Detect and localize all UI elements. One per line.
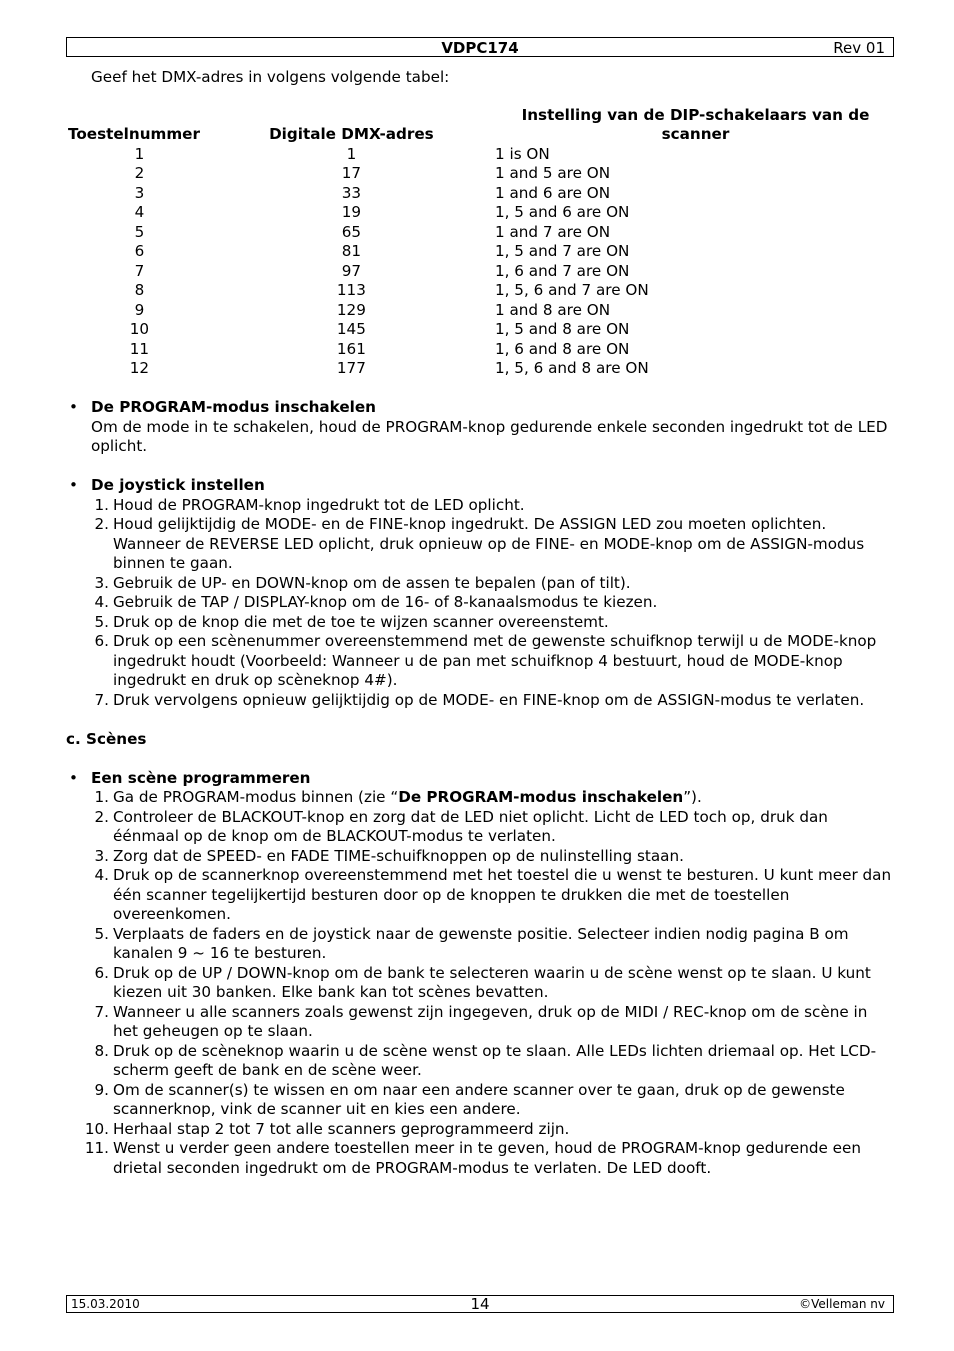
list-item <box>66 691 896 711</box>
program-mode-text: Om de mode in te schakelen, houd de PROGRAM-knop gedurende enkele seconden ingedrukt tot de LED oplicht. <box>91 417 888 455</box>
table-row <box>66 262 896 282</box>
step-text: Verplaats de faders en de joystick naar de gewenste positie. Selecteer indien nodig pagina B om kanalen 9 ~ 16 te besturen. <box>113 924 849 962</box>
step-text: Wanneer u alle scanners zoals gewenst zijn ingegeven, druk op de MIDI / REC-knop om de scène in het geheugen op te slaan. <box>113 1002 868 1040</box>
cell-dip-setting: 1 and 8 are ON <box>494 300 611 319</box>
step-number: 5. <box>94 924 109 943</box>
step-number: 4. <box>94 866 109 884</box>
column-header-dmx: Digitale DMX-adres <box>269 125 434 143</box>
list-item <box>66 925 896 964</box>
cell-device-number: 10 <box>129 320 150 338</box>
joystick-title: De joystick instellen <box>91 476 265 494</box>
step-number: 6. <box>94 632 109 650</box>
cell-device-number: 8 <box>134 281 145 299</box>
column-header-device: Toestelnummer <box>68 125 200 143</box>
cell-dip-setting: 1, 5 and 8 are ON <box>494 320 630 338</box>
list-item <box>66 788 896 808</box>
program-mode-title: De PROGRAM-modus inschakelen <box>91 398 376 416</box>
cell-dmx-address: 97 <box>341 261 362 280</box>
list-item <box>66 1120 896 1140</box>
step-text: Druk op de knop die met de toe te wijzen scanner overeenstemt. <box>113 612 609 631</box>
cell-dmx-address: 17 <box>341 164 362 182</box>
cell-device-number: 9 <box>134 300 145 319</box>
step-text: Druk op de scèneknop waarin u de scène wenst op te slaan. Alle LEDs lichten driemaal op. Het LCD-scherm geeft de bank en de scène weer. <box>113 1041 877 1079</box>
table-row <box>66 281 896 301</box>
table-row <box>66 203 896 223</box>
cell-dip-setting: 1, 6 and 7 are ON <box>494 261 630 280</box>
cell-dip-setting: 1, 5 and 6 are ON <box>494 203 630 221</box>
step-text-before: Ga de PROGRAM-modus binnen (zie “ <box>113 788 399 806</box>
cell-dip-setting: 1 and 5 are ON <box>494 164 611 182</box>
step-text-after: ”). <box>683 788 702 806</box>
cell-device-number: 11 <box>129 339 150 358</box>
step-number: 3. <box>94 846 109 865</box>
scene-steps-list <box>66 788 896 1178</box>
step-number: 9. <box>94 1080 109 1099</box>
page-content <box>66 68 896 1178</box>
cell-device-number: 7 <box>134 261 145 280</box>
cell-dip-setting: 1, 5, 6 and 7 are ON <box>494 281 649 299</box>
bullet-icon: • <box>69 768 78 787</box>
cell-dip-setting: 1 is ON <box>494 144 550 163</box>
list-item <box>66 574 896 594</box>
cell-dmx-address: 19 <box>341 203 362 221</box>
cell-dmx-address: 161 <box>336 339 366 358</box>
cell-device-number: 1 <box>134 144 145 163</box>
page-number: 14 <box>470 1295 490 1313</box>
footer-copyright: ©Velleman nv <box>799 1297 885 1311</box>
revision-label: Rev 01 <box>833 39 885 57</box>
step-text: Houd de PROGRAM-knop ingedrukt tot de LED oplicht. <box>113 495 525 514</box>
list-item <box>66 496 896 516</box>
list-item <box>66 866 896 925</box>
list-item <box>66 964 896 1003</box>
step-number: 5. <box>94 612 109 631</box>
cell-dmx-address: 113 <box>336 281 366 299</box>
step-text: Wenst u verder geen andere toestellen meer in te geven, houd de PROGRAM-knop gedurende een drietal seconden ingedrukt om de PROGRAM-modus te verlaten. De LED dooft. <box>113 1139 861 1177</box>
table-row <box>66 340 896 360</box>
bullet-icon: • <box>69 476 78 494</box>
step-number: 7. <box>94 690 109 709</box>
step-number: 2. <box>94 807 109 826</box>
cell-dip-setting: 1, 5 and 7 are ON <box>494 242 630 260</box>
bullet-icon: • <box>69 398 78 416</box>
footer-date: 15.03.2010 <box>71 1297 140 1311</box>
table-row <box>66 184 896 204</box>
dmx-address-table <box>66 106 896 379</box>
step-number: 1. <box>94 788 109 806</box>
intro-text: Geef het DMX-adres in volgens volgende tabel: <box>91 68 450 86</box>
table-row <box>66 223 896 243</box>
program-mode-block <box>66 398 896 457</box>
page-header <box>66 37 894 57</box>
list-item <box>66 1042 896 1081</box>
model-number: VDPC174 <box>441 39 519 57</box>
list-item <box>66 1139 896 1178</box>
cell-device-number: 3 <box>134 183 145 202</box>
joystick-block <box>66 476 896 496</box>
cell-dmx-address: 33 <box>341 183 362 202</box>
scene-program-block <box>66 769 896 789</box>
section-heading-scenes: c. Scènes <box>66 729 147 748</box>
table-row <box>66 164 896 184</box>
step-number: 7. <box>94 1002 109 1021</box>
joystick-steps-list <box>66 496 896 711</box>
cell-dip-setting: 1, 6 and 8 are ON <box>494 339 630 358</box>
list-item <box>66 632 896 691</box>
step-text: Controleer de BLACKOUT-knop en zorg dat de LED niet oplicht. Licht de LED toch op, druk dan éénmaal op de knop om de BLACKOUT-modus te verlaten. <box>113 807 828 845</box>
list-item <box>66 808 896 847</box>
table-row <box>66 320 896 340</box>
table-row <box>66 301 896 321</box>
step-number: 6. <box>94 963 109 982</box>
step-number: 1. <box>94 495 109 514</box>
list-item <box>66 515 896 574</box>
cell-device-number: 12 <box>129 359 150 377</box>
step-text: Houd gelijktijdig de MODE- en de FINE-knop ingedrukt. De ASSIGN LED zou moeten oplichten. Wanneer de REVERSE LED oplicht, druk opnieuw op de FINE- en MODE-knop om de ASSIGN-modus binnen te gaan. <box>113 515 865 572</box>
cell-dip-setting: 1 and 6 are ON <box>494 183 611 202</box>
table-row <box>66 145 896 165</box>
list-item <box>66 593 896 613</box>
table-header-row <box>66 106 896 145</box>
step-text: Druk op de scannerknop overeenstemmend met het toestel die u wenst te besturen. U kunt meer dan één scanner tegelijkertijd besturen door op de knoppen te drukken die met de toestellen overeenkomen. <box>113 866 892 923</box>
step-text: Druk vervolgens opnieuw gelijktijdig op de MODE- en FINE-knop om de ASSIGN-modus te verlaten. <box>113 690 865 709</box>
step-text: Herhaal stap 2 tot 7 tot alle scanners geprogrammeerd zijn. <box>113 1119 570 1138</box>
cell-dmx-address: 1 <box>346 144 357 163</box>
cell-dmx-address: 81 <box>341 242 362 260</box>
list-item <box>66 613 896 633</box>
step-text: Zorg dat de SPEED- en FADE TIME-schuifknoppen op de nulinstelling staan. <box>113 846 684 865</box>
cell-dmx-address: 177 <box>336 359 366 377</box>
cell-dip-setting: 1, 5, 6 and 8 are ON <box>494 359 649 377</box>
step-number: 3. <box>94 573 109 592</box>
page-footer <box>66 1295 894 1313</box>
step-text-reference: De PROGRAM-modus inschakelen <box>398 788 684 806</box>
table-body <box>66 145 896 379</box>
cell-dmx-address: 145 <box>336 320 366 338</box>
list-item <box>66 1081 896 1120</box>
step-text: Gebruik de UP- en DOWN-knop om de assen te bepalen (pan of tilt). <box>113 573 631 592</box>
step-number: 8. <box>94 1041 109 1060</box>
list-item <box>66 1003 896 1042</box>
cell-dmx-address: 65 <box>341 222 362 241</box>
table-row <box>66 359 896 379</box>
step-text: Druk op de UP / DOWN-knop om de bank te selecteren waarin u de scène wenst op te slaan. U kunt kiezen uit 30 banken. Elke bank kan tot scènes bevatten. <box>113 963 871 1001</box>
step-number: 11. <box>84 1139 109 1157</box>
cell-device-number: 5 <box>134 222 145 241</box>
step-number: 2. <box>94 515 109 533</box>
step-text: Gebruik de TAP / DISPLAY-knop om de 16- of 8-kanaalsmodus te kiezen. <box>113 593 658 611</box>
cell-device-number: 2 <box>134 164 145 182</box>
step-number: 10. <box>84 1119 109 1138</box>
cell-dmx-address: 129 <box>336 300 366 319</box>
cell-dip-setting: 1 and 7 are ON <box>494 222 611 241</box>
step-text: Druk op een scènenummer overeenstemmend met de gewenste schuifknop terwijl u de MODE-knop ingedrukt houdt (Voorbeeld: Wanneer u de pan met schuifknop 4 bestuurt, houd de MODE-knop ingedrukt en druk op scèneknop 4#). <box>113 632 877 689</box>
scene-program-title: Een scène programmeren <box>91 768 311 787</box>
step-number: 4. <box>94 593 109 611</box>
cell-device-number: 6 <box>134 242 145 260</box>
column-header-dip: Instelling van de DIP-schakelaars van de scanner <box>521 105 870 143</box>
cell-device-number: 4 <box>134 203 145 221</box>
list-item <box>66 847 896 867</box>
step-text: Om de scanner(s) te wissen en om naar een andere scanner over te gaan, druk op de gewenste scannerknop, vink de scanner uit en kies een andere. <box>113 1080 845 1118</box>
table-row <box>66 242 896 262</box>
